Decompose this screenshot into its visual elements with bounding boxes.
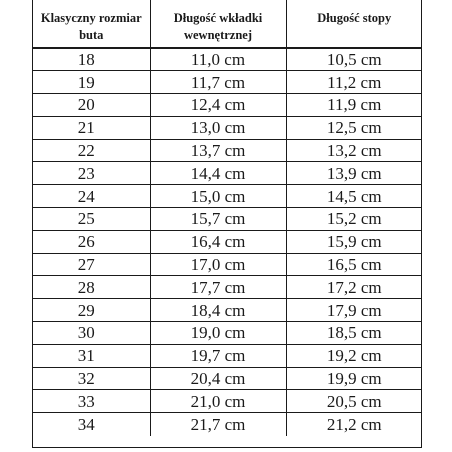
- foot-length-cell: 13,2 cm: [286, 139, 422, 162]
- shoe-size-cell: 19: [33, 71, 150, 94]
- table-row: [33, 230, 422, 253]
- foot-length-cell: 10,5 cm: [286, 48, 422, 71]
- insole-length-cell: 13,7 cm: [150, 139, 286, 162]
- insole-length-cell: 15,0 cm: [150, 185, 286, 208]
- shoe-size-cell: 34: [33, 413, 150, 436]
- header-shoe-size: Klasyczny rozmiar buta: [33, 0, 150, 48]
- insole-length-cell: 17,0 cm: [150, 253, 286, 276]
- insole-length-cell: 19,7 cm: [150, 344, 286, 367]
- insole-length-cell: 21,7 cm: [150, 413, 286, 436]
- foot-length-cell: 14,5 cm: [286, 185, 422, 208]
- shoe-size-cell: 18: [33, 48, 150, 71]
- foot-length-cell: 19,2 cm: [286, 344, 422, 367]
- shoe-size-cell: 21: [33, 116, 150, 139]
- foot-length-cell: 11,9 cm: [286, 94, 422, 117]
- shoe-size-cell: 25: [33, 208, 150, 231]
- insole-length-cell: 20,4 cm: [150, 367, 286, 390]
- insole-length-cell: 11,0 cm: [150, 48, 286, 71]
- shoe-size-cell: 29: [33, 299, 150, 322]
- foot-length-cell: 17,9 cm: [286, 299, 422, 322]
- table-row: [33, 276, 422, 299]
- table-row: [33, 139, 422, 162]
- foot-length-cell: 11,2 cm: [286, 71, 422, 94]
- table-row: [33, 390, 422, 413]
- table-row: [33, 208, 422, 231]
- foot-length-cell: 15,2 cm: [286, 208, 422, 231]
- insole-length-cell: 12,4 cm: [150, 94, 286, 117]
- foot-length-cell: 20,5 cm: [286, 390, 422, 413]
- size-chart: [32, 0, 422, 448]
- shoe-size-cell: 30: [33, 322, 150, 345]
- foot-length-cell: 12,5 cm: [286, 116, 422, 139]
- shoe-size-cell: 28: [33, 276, 150, 299]
- insole-length-cell: 11,7 cm: [150, 71, 286, 94]
- table-row: [33, 116, 422, 139]
- shoe-size-cell: 32: [33, 367, 150, 390]
- shoe-size-cell: 23: [33, 162, 150, 185]
- header-row: [33, 0, 422, 48]
- foot-length-cell: 15,9 cm: [286, 230, 422, 253]
- shoe-size-cell: 22: [33, 139, 150, 162]
- foot-length-cell: 13,9 cm: [286, 162, 422, 185]
- table-row: [33, 185, 422, 208]
- insole-length-cell: 13,0 cm: [150, 116, 286, 139]
- table-row: [33, 413, 422, 436]
- insole-length-cell: 14,4 cm: [150, 162, 286, 185]
- header-foot-length: Długość stopy: [317, 11, 392, 25]
- table-row: [33, 94, 422, 117]
- table-row: [33, 299, 422, 322]
- insole-length-cell: 16,4 cm: [150, 230, 286, 253]
- foot-length-cell: 21,2 cm: [286, 413, 422, 436]
- shoe-size-cell: 20: [33, 94, 150, 117]
- shoe-size-cell: 33: [33, 390, 150, 413]
- foot-length-cell: 19,9 cm: [286, 367, 422, 390]
- size-table: [33, 0, 422, 436]
- shoe-size-cell: 31: [33, 344, 150, 367]
- foot-length-cell: 16,5 cm: [286, 253, 422, 276]
- table-row: [33, 253, 422, 276]
- insole-length-cell: 15,7 cm: [150, 208, 286, 231]
- insole-length-cell: 21,0 cm: [150, 390, 286, 413]
- insole-length-cell: 19,0 cm: [150, 322, 286, 345]
- table-row: [33, 322, 422, 345]
- table-row: [33, 367, 422, 390]
- table-row: [33, 162, 422, 185]
- header-insole-length: Długość wkładki wewnętrznej: [150, 0, 286, 48]
- table-row: [33, 344, 422, 367]
- foot-length-cell: 18,5 cm: [286, 322, 422, 345]
- table-row: [33, 71, 422, 94]
- shoe-size-cell: 27: [33, 253, 150, 276]
- insole-length-cell: 17,7 cm: [150, 276, 286, 299]
- shoe-size-cell: 24: [33, 185, 150, 208]
- insole-length-cell: 18,4 cm: [150, 299, 286, 322]
- foot-length-cell: 17,2 cm: [286, 276, 422, 299]
- table-row: [33, 48, 422, 71]
- shoe-size-cell: 26: [33, 230, 150, 253]
